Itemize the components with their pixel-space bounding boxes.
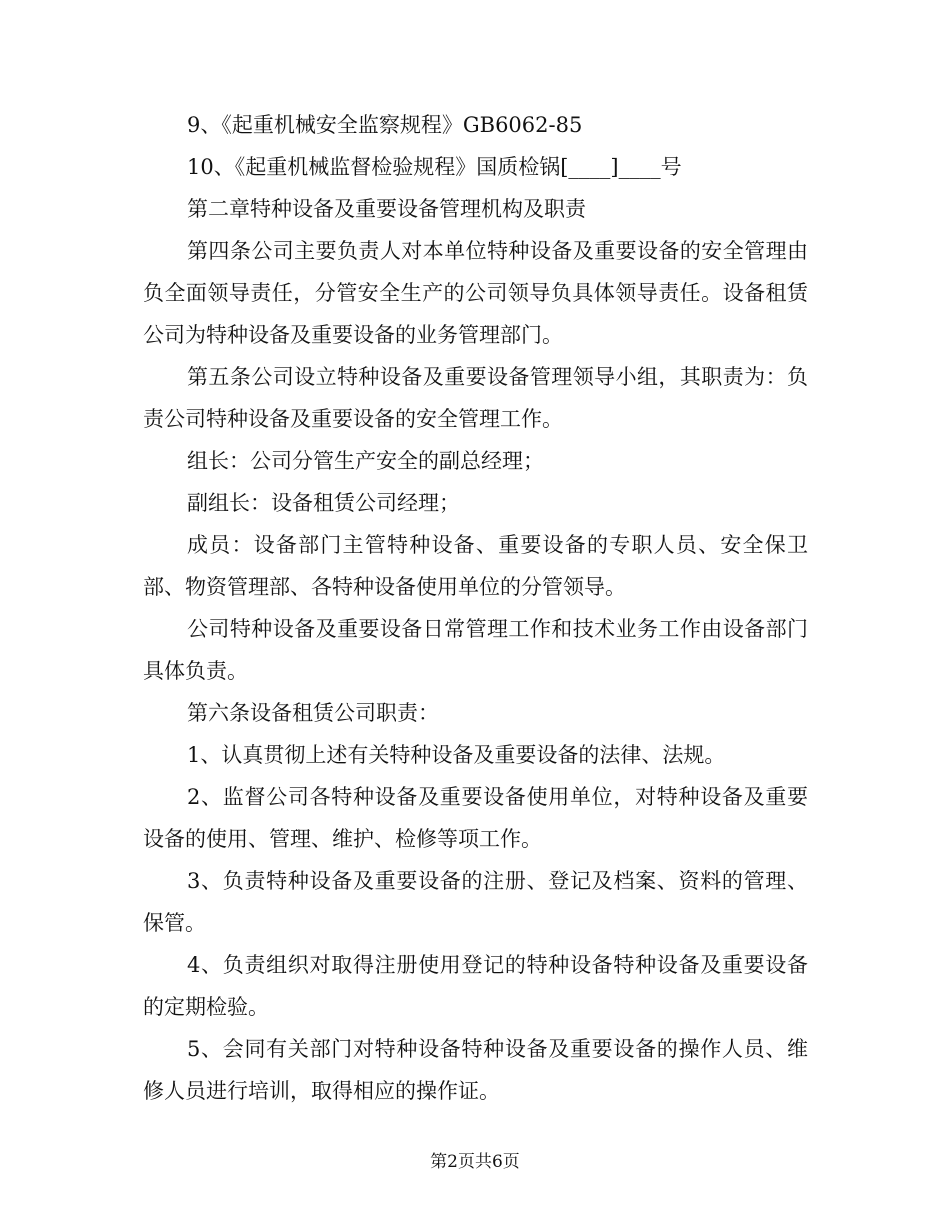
paragraph: 第五条公司设立特种设备及重要设备管理领导小组，其职责为：负责公司特种设备及重要设备的安全管理工作。 (143, 365, 808, 431)
list-item: 4、负责组织对取得注册使用登记的特种设备特种设备及重要设备的定期检验。 (143, 953, 808, 1019)
list-item: 3、负责特种设备及重要设备的注册、登记及档案、资料的管理、保管。 (143, 869, 808, 935)
paragraph: 第四条公司主要负责人对本单位特种设备及重要设备的安全管理由负全面领导责任，分管安全生产的公司领导负具体领导责任。设备租赁公司为特种设备及重要设备的业务管理部门。 (143, 239, 808, 347)
list-item: 2、监督公司各特种设备及重要设备使用单位，对特种设备及重要设备的使用、管理、维护、检修等项工作。 (143, 785, 808, 851)
list-item: 5、会同有关部门对特种设备特种设备及重要设备的操作人员、维修人员进行培训，取得相应的操作证。 (143, 1037, 808, 1103)
paragraph: 第六条设备租赁公司职责： (187, 701, 439, 725)
paragraph: 组长：公司分管生产安全的副总经理； (187, 449, 544, 473)
list-item: 1、认真贯彻上述有关特种设备及重要设备的法律、法规。 (187, 743, 726, 767)
paragraph: 成员：设备部门主管特种设备、重要设备的专职人员、安全保卫部、物资管理部、各特种设备使用单位的分管领导。 (143, 533, 808, 599)
chapter-heading: 第二章特种设备及重要设备管理机构及职责 (187, 197, 586, 221)
paragraph: 副组长：设备租赁公司经理； (187, 491, 460, 515)
page-number-footer: 第2页共6页 (430, 1152, 520, 1172)
document-body (143, 104, 808, 1112)
paragraph: 10、《起重机械监督检验规程》国质检锅[____]____号 (187, 155, 682, 179)
paragraph: 9、《起重机械安全监察规程》GB6062-85 (187, 113, 583, 137)
paragraph: 公司特种设备及重要设备日常管理工作和技术业务工作由设备部门具体负责。 (143, 617, 808, 683)
